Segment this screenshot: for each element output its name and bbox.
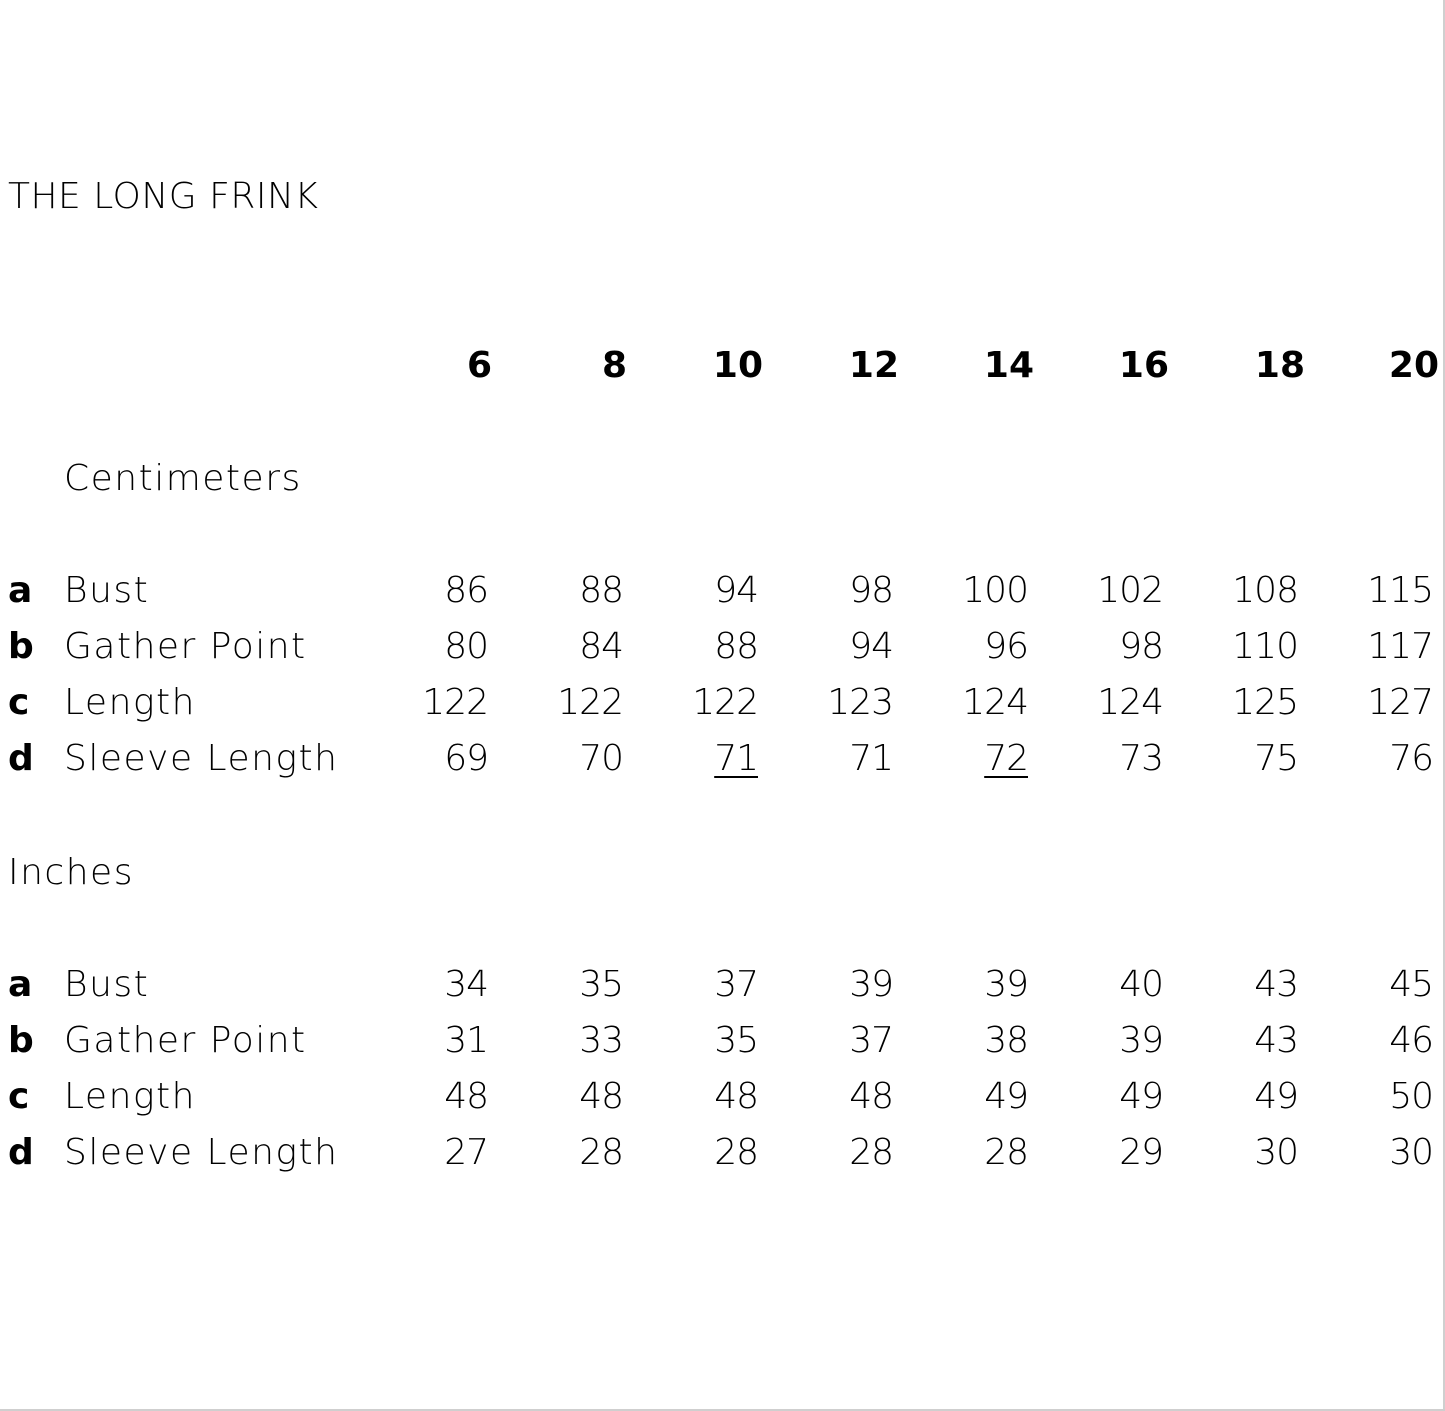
row-label: Bust <box>64 570 150 611</box>
size-header-cell: 18 <box>1254 345 1305 386</box>
table-cell: 35 <box>714 1020 758 1061</box>
table-cell: 35 <box>579 964 623 1005</box>
table-cell: 123 <box>827 682 893 723</box>
table-cell: 49 <box>1119 1076 1163 1117</box>
table-cell: 28 <box>714 1132 758 1173</box>
table-cell: 46 <box>1389 1020 1433 1061</box>
table-cell: 48 <box>714 1076 758 1117</box>
table-cell: 75 <box>1254 738 1298 779</box>
row-label: Gather Point <box>64 626 307 667</box>
row-key: a <box>8 570 33 611</box>
table-cell: 69 <box>444 738 488 779</box>
table-cell: 39 <box>984 964 1028 1005</box>
row-key: d <box>8 738 34 779</box>
table-cell: 94 <box>849 626 893 667</box>
row-label: Length <box>64 682 196 723</box>
table-cell: 127 <box>1367 682 1433 723</box>
row-label: Sleeve Length <box>64 738 339 779</box>
table-cell: 124 <box>962 682 1028 723</box>
table-cell: 98 <box>849 570 893 611</box>
table-cell: 122 <box>557 682 623 723</box>
table-cell: 31 <box>444 1020 488 1061</box>
section-label-centimeters: Centimeters <box>64 458 302 499</box>
table-cell: 37 <box>849 1020 893 1061</box>
table-cell: 29 <box>1119 1132 1163 1173</box>
row-label: Sleeve Length <box>64 1132 339 1173</box>
table-cell: 38 <box>984 1020 1028 1061</box>
row-key: b <box>8 626 34 667</box>
table-cell: 96 <box>984 626 1028 667</box>
table-cell: 39 <box>1119 1020 1163 1061</box>
table-cell-underlined: 72 <box>984 738 1028 779</box>
table-cell: 100 <box>962 570 1028 611</box>
table-cell-underlined: 71 <box>714 738 758 779</box>
table-cell: 45 <box>1389 964 1433 1005</box>
table-cell: 40 <box>1119 964 1163 1005</box>
row-label: Bust <box>64 964 150 1005</box>
size-header-cell: 14 <box>983 345 1034 386</box>
table-cell: 88 <box>579 570 623 611</box>
table-cell: 48 <box>579 1076 623 1117</box>
table-row <box>0 682 1445 730</box>
table-cell: 27 <box>444 1132 488 1173</box>
table-cell: 37 <box>714 964 758 1005</box>
table-cell: 122 <box>692 682 758 723</box>
row-label: Gather Point <box>64 1020 307 1061</box>
table-cell: 48 <box>849 1076 893 1117</box>
table-cell: 124 <box>1097 682 1163 723</box>
table-cell: 80 <box>444 626 488 667</box>
size-header-cell: 10 <box>712 345 763 386</box>
table-cell: 84 <box>579 626 623 667</box>
table-cell: 28 <box>579 1132 623 1173</box>
table-cell: 94 <box>714 570 758 611</box>
table-row <box>0 1132 1445 1180</box>
table-cell: 49 <box>1254 1076 1298 1117</box>
table-cell: 39 <box>849 964 893 1005</box>
table-cell: 117 <box>1367 626 1433 667</box>
table-cell: 110 <box>1232 626 1298 667</box>
section-label-inches: Inches <box>8 852 134 893</box>
row-label: Length <box>64 1076 196 1117</box>
table-cell: 43 <box>1254 1020 1298 1061</box>
table-cell: 71 <box>849 738 893 779</box>
table-cell: 115 <box>1367 570 1433 611</box>
table-cell: 122 <box>422 682 488 723</box>
table-row <box>0 626 1445 674</box>
table-cell: 33 <box>579 1020 623 1061</box>
table-cell: 49 <box>984 1076 1028 1117</box>
table-cell: 30 <box>1254 1132 1298 1173</box>
table-row <box>0 1020 1445 1068</box>
table-cell: 108 <box>1232 570 1298 611</box>
table-cell: 125 <box>1232 682 1298 723</box>
size-header-cell: 20 <box>1388 345 1439 386</box>
row-key: a <box>8 964 33 1005</box>
table-row <box>0 964 1445 1012</box>
row-key: d <box>8 1132 34 1173</box>
table-cell: 28 <box>849 1132 893 1173</box>
row-key: b <box>8 1020 34 1061</box>
table-cell: 28 <box>984 1132 1028 1173</box>
table-cell: 98 <box>1119 626 1163 667</box>
table-row <box>0 1076 1445 1124</box>
table-cell: 88 <box>714 626 758 667</box>
table-row <box>0 738 1445 786</box>
table-cell: 30 <box>1389 1132 1433 1173</box>
size-header-cell: 12 <box>848 345 899 386</box>
table-cell: 86 <box>444 570 488 611</box>
size-header-cell: 6 <box>466 345 492 386</box>
table-cell: 76 <box>1389 738 1433 779</box>
size-header-cell: 16 <box>1118 345 1169 386</box>
table-cell: 43 <box>1254 964 1298 1005</box>
row-key: c <box>8 682 30 723</box>
size-header-cell: 8 <box>601 345 627 386</box>
table-cell: 70 <box>579 738 623 779</box>
table-cell: 48 <box>444 1076 488 1117</box>
table-cell: 73 <box>1119 738 1163 779</box>
table-cell: 102 <box>1097 570 1163 611</box>
row-key: c <box>8 1076 30 1117</box>
table-cell: 34 <box>444 964 488 1005</box>
table-cell: 50 <box>1389 1076 1433 1117</box>
page-title: THE LONG FRINK <box>8 176 319 217</box>
table-row <box>0 570 1445 618</box>
